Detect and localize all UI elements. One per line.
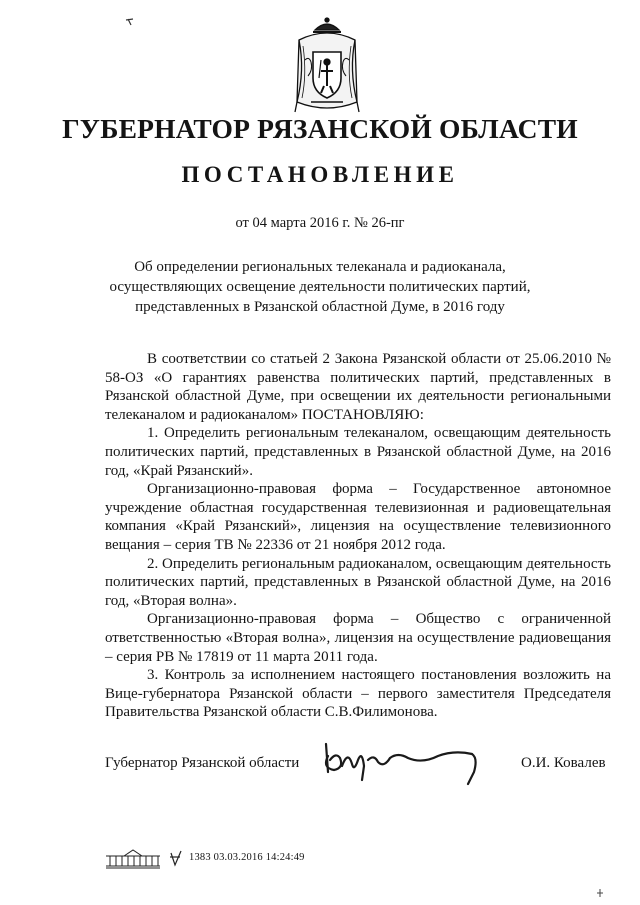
subject-line: Об определении региональных телеканала и радиоканала, bbox=[134, 259, 506, 275]
body-paragraph: 1. Определить региональным телеканалом, освещающим деятельность политических партий, представленных в Рязанской областной Думе, на 2016 год, «Край Рязанский». bbox=[105, 425, 611, 479]
scan-mark-icon bbox=[125, 18, 135, 26]
document-body bbox=[105, 350, 611, 722]
registration-stamp: 1383 03.03.2016 14:24:49 bbox=[189, 852, 305, 863]
body-paragraph: 3. Контроль за исполнением настоящего постановления возложить на Вице-губернатора Рязанской области – первого заместителя Председателя Правительства Рязанской области С.В.Филимонова. bbox=[105, 667, 611, 721]
document-number: от 04 марта 2016 г. № 26-пг bbox=[235, 215, 405, 231]
document-heading: ГУБЕРНАТОР РЯЗАНСКОЙ ОБЛАСТИ bbox=[62, 113, 578, 144]
scan-mark-icon bbox=[596, 888, 604, 898]
subject-line: представленных в Рязанской областной Думе, в 2016 году bbox=[135, 299, 505, 315]
signatory-name: О.И. Ковалев bbox=[521, 755, 606, 771]
subject-line: осуществляющих освещение деятельности политических партий, bbox=[109, 279, 531, 295]
body-paragraph: Организационно-правовая форма – Общество с ограниченной ответственностью «Вторая волна», лицензия на осуществление радиовещания – серия РВ № 17819 от 11 марта 2011 года. bbox=[105, 611, 611, 665]
registry-building-icon bbox=[104, 848, 162, 870]
document-type: ПОСТАНОВЛЕНИЕ bbox=[181, 162, 459, 187]
body-paragraph: 2. Определить региональным радиоканалом, освещающим деятельность политических партий, представленных в Рязанской областной Думе, на 2016 год, «Вторая волна». bbox=[105, 555, 611, 609]
body-paragraph: В соответствии со статьей 2 Закона Рязанской области от 25.06.2010 № 58-ОЗ «О гарантиях равенства политических партий, представленных в Рязанской областной Думе, при освещении их деятельности региональными телеканалом и радиоканалом» ПОСТАНОВЛЯЮ: bbox=[105, 351, 611, 423]
body-paragraph: Организационно-правовая форма – Государственное автономное учреждение областная государственная телевизионная и радиовещательная компания «Край Рязанский», лицензия на осуществление телевизионного вещания – серия ТВ № 22336 от 21 ноября 2012 года. bbox=[105, 481, 611, 553]
coat-of-arms-icon bbox=[291, 16, 363, 116]
signatory-title: Губернатор Рязанской области bbox=[105, 755, 300, 771]
stamp-mark-icon bbox=[168, 849, 184, 869]
signature-image bbox=[318, 738, 488, 786]
document-subject bbox=[105, 257, 535, 317]
